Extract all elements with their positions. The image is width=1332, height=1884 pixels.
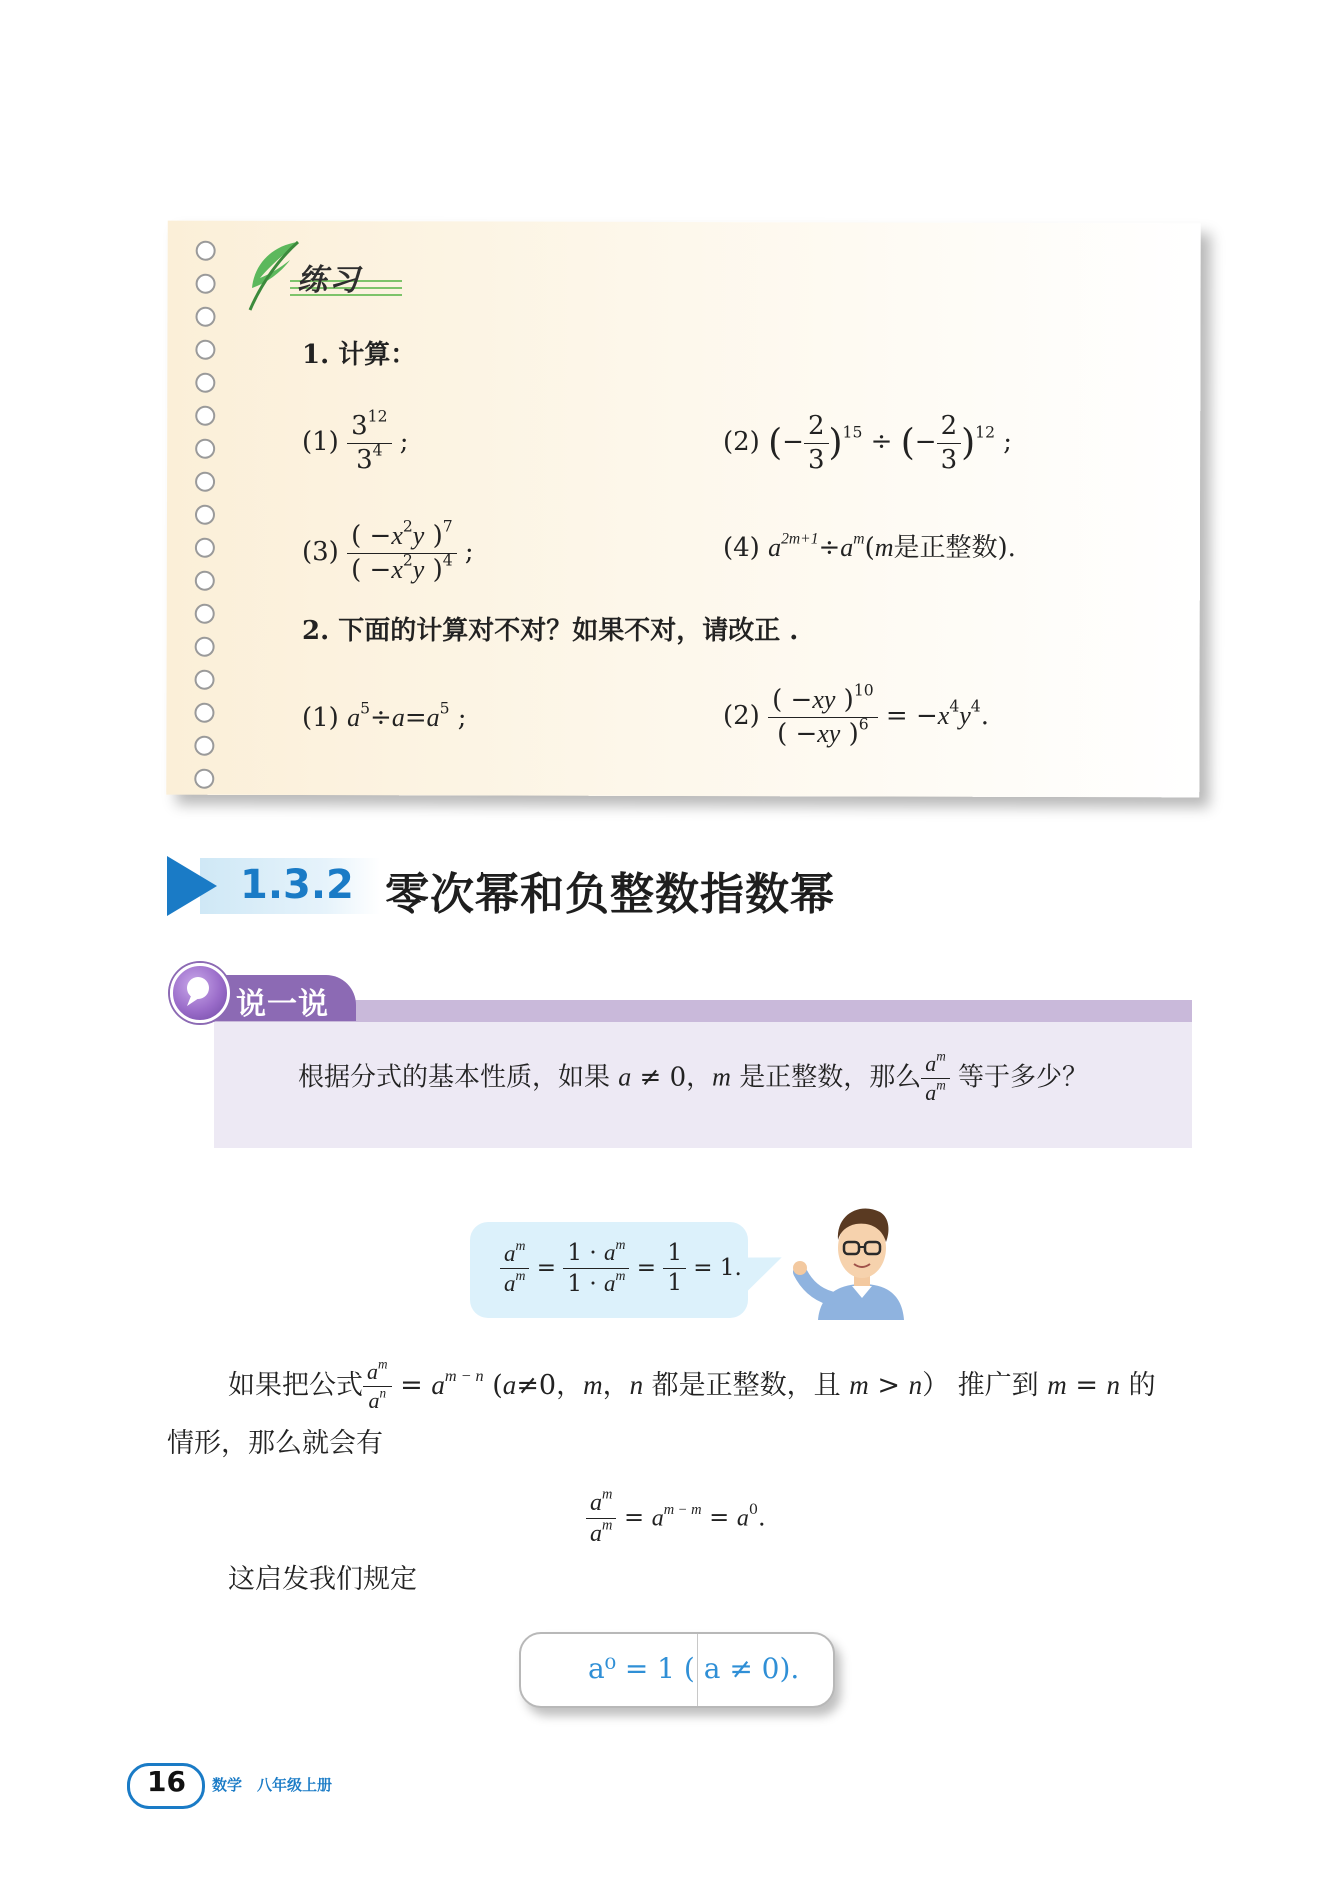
q1-4-label: (4) <box>723 533 760 563</box>
q2-1: (1) $a^5\div a=a^5$ ; <box>302 699 467 733</box>
binder-ring <box>195 472 215 492</box>
binder-ring <box>194 736 214 756</box>
binder-ring <box>195 637 215 657</box>
q1-3-fraction: $\frac{( -x^2y )^7}{( -x^2y )^4}$ <box>347 522 457 584</box>
section-title: 零次幂和负整数指数幂 <box>385 869 835 920</box>
binder-ring <box>195 340 215 360</box>
q1-3: (3) $\frac{( -x^2y )^7}{( -x^2y )^4}$ ; <box>302 517 474 585</box>
q2-2-label: (2) <box>723 701 760 732</box>
discuss-question: 根据分式的基本性质，如果 a ≠ 0，m 是正整数，那么 $\frac{a^m}{a^m}$ 等于多少？ <box>298 1048 1089 1106</box>
binder-ring <box>196 274 216 294</box>
binder-ring <box>195 571 215 591</box>
page-number: 16 <box>147 1765 186 1798</box>
binder-ring <box>195 406 215 426</box>
q1-1: (1) $\frac{3^{12}}{3^4}$ ; <box>302 407 409 475</box>
section-number: 1.3.2 <box>240 862 354 908</box>
binder-ring <box>195 373 215 393</box>
binder-ring <box>195 604 215 624</box>
q2-title: 2. 下面的计算对不对？如果不对，请改正 . <box>302 616 799 646</box>
discuss-strip <box>214 1000 1192 1022</box>
paragraph-1-line-1: 如果把公式 $\frac{a^m}{a^n}$ = $a^{m - n}$ (a≠0，m，n 都是正整数，且 m > n） 推广到 m = n 的 <box>228 1356 1156 1414</box>
equation-zero-power: $\frac{a^m}{a^m}$ = $a^{m - m} = a^0$. <box>586 1490 766 1548</box>
q1-2: (2) (− $\frac{2}{3}$ )$^{15}$ ÷ (− $\frac{2}{3}$ )$^{12}$ ; <box>723 411 1013 475</box>
binder-ring <box>195 307 215 327</box>
paragraph-1-line-2: 情形，那么就会有 <box>167 1428 383 1459</box>
q1-4: (4) $a^{2m+1}\div a^m(m$是正整数). <box>723 530 1016 563</box>
section-arrow-icon <box>167 856 217 916</box>
binder-ring <box>196 241 216 261</box>
q1-2-label: (2) <box>723 427 760 458</box>
binder-ring <box>195 439 215 459</box>
footer-book-title: 数学 八年级上册 <box>212 1776 333 1794</box>
rule-formula: a⁰ = 1 ( a ≠ 0). <box>588 1652 800 1685</box>
binder-ring <box>194 769 214 789</box>
binder-ring <box>195 670 215 690</box>
q2-2: (2) $\frac{( -xy )^{10}}{( -xy )^6}$ = $-x^4y^4$. <box>723 681 989 749</box>
binder-ring <box>195 538 215 558</box>
discuss-label: 说一说 <box>236 987 329 1022</box>
speech-bubble-icon <box>170 963 230 1023</box>
q1-1-label: (1) <box>302 427 339 458</box>
binder-ring <box>194 703 214 723</box>
q2-2-fraction: $\frac{( -xy )^{10}}{( -xy )^6}$ <box>768 686 878 748</box>
teacher-illustration <box>790 1198 908 1320</box>
q2-1-label: (1) <box>302 703 339 733</box>
bubble-formula: $\frac{a^m}{a^m}$ = $\frac{1 \cdot a^m}{1 \cdot a^m}$ = $\frac{1}{1}$ = 1. <box>500 1240 742 1298</box>
q1-1-fraction: $\frac{3^{12}}{3^4}$ <box>347 412 391 474</box>
q1-title: 1. 计算： <box>302 340 417 370</box>
practice-title: 练习 <box>297 263 361 298</box>
paragraph-2: 这启发我们规定 <box>228 1564 417 1595</box>
binder-ring <box>195 505 215 525</box>
q1-3-label: (3) <box>302 537 339 568</box>
